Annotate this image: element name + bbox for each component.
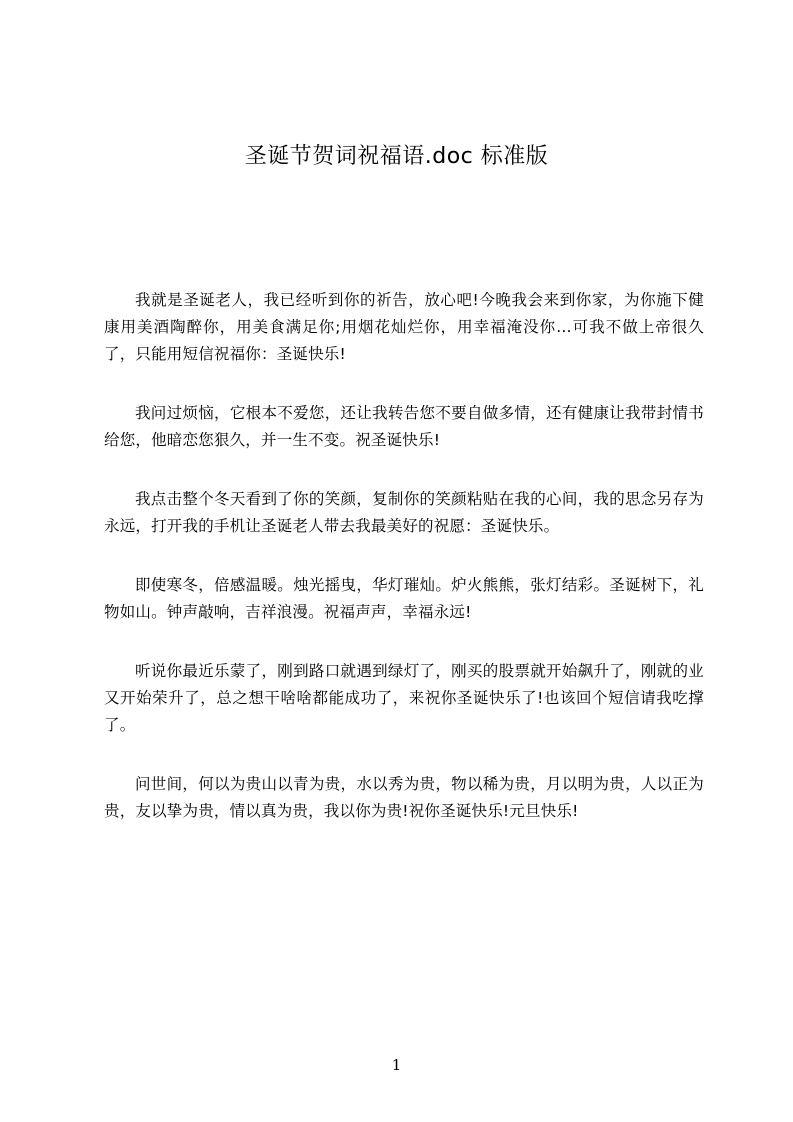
- paragraph-4: 即使寒冬，倍感温暖。烛光摇曳，华灯璀灿。炉火熊熊，张灯结彩。圣诞树下，礼物如山。钟声敲响，吉祥浪漫。祝福声声，幸福永远!: [104, 576, 704, 621]
- document-body: [104, 287, 704, 857]
- paragraph-6: 问世间，何以为贵山以青为贵，水以秀为贵，物以稀为贵，月以明为贵，人以正为贵，友以挚为贵，情以真为贵，我以你为贵!祝你圣诞快乐!元旦快乐!: [104, 775, 704, 820]
- page-number: 1: [391, 1056, 402, 1074]
- paragraph-1: 我就是圣诞老人，我已经听到你的祈告，放心吧!今晚我会来到你家，为你施下健康用美酒陶醉你，用美食满足你;用烟花灿烂你，用幸福淹没你…可我不做上帝很久了，只能用短信祝福你：圣诞快乐!: [104, 291, 704, 363]
- document-title: 圣诞节贺词祝福语.doc 标准版: [244, 144, 549, 169]
- paragraph-3: 我点击整个冬天看到了你的笑颜，复制你的笑颜粘贴在我的心间，我的思念另存为永远，打开我的手机让圣诞老人带去我最美好的祝愿：圣诞快乐。: [104, 490, 704, 535]
- paragraph-5: 听说你最近乐蒙了，刚到路口就遇到绿灯了，刚买的股票就开始飙升了，刚就的业又开始荣升了，总之想干啥啥都能成功了，来祝你圣诞快乐了!也该回个短信请我吃撑了。: [104, 662, 704, 734]
- paragraph-2: 我问过烦恼，它根本不爱您，还让我转告您不要自做多情，还有健康让我带封情书给您，他暗恋您狠久，并一生不变。祝圣诞快乐!: [104, 404, 704, 449]
